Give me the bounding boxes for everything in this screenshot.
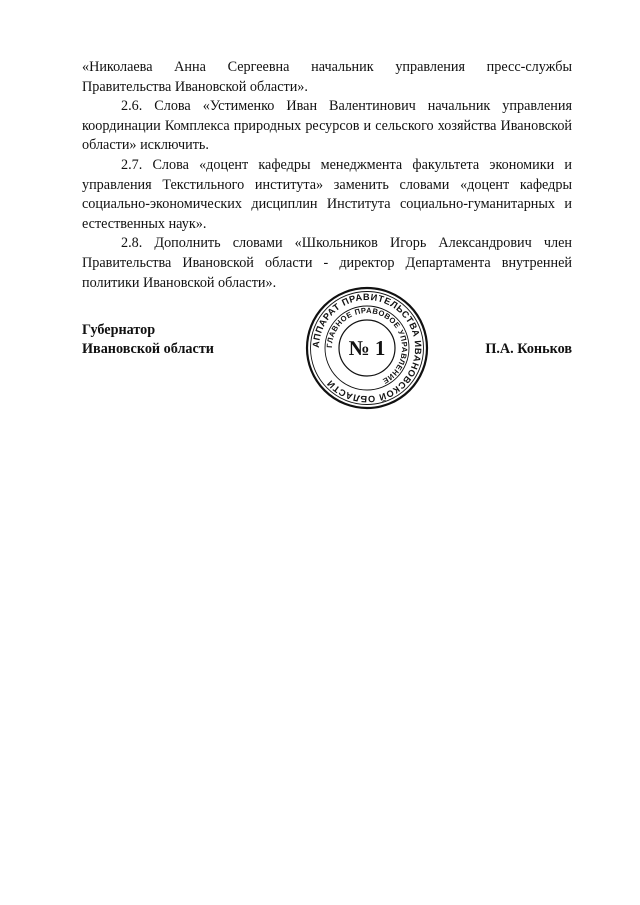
stamp-number: № 1: [348, 336, 386, 360]
signatory-name: П.А. Коньков: [485, 341, 572, 357]
signatory-position: [82, 321, 214, 359]
stamp-outer-text: АППАРАТ ПРАВИТЕЛЬСТВА ИВАНОВСКОЙ ОБЛАСТИ: [310, 291, 424, 405]
paragraph-2-7: 2.7. Слова «доцент кафедры менеджмента факультета экономики и управления Текстильного института» заменить словами «доцент кафедры социально-экономических дисциплин Института социально-гуманитарных и естественных наук».: [82, 156, 572, 232]
signatory-position-line1: Губернатор: [82, 322, 156, 338]
paragraph-continuation: «Николаева Анна Сергеевна начальник управления пресс-службы Правительства Ивановской области».: [82, 59, 572, 95]
paragraph-2-8: 2.8. Дополнить словами «Школьников Игорь Александрович член Правительства Ивановской области - директор Департамента внутренней политики Ивановской области».: [82, 235, 572, 291]
document-body: [82, 58, 572, 293]
stamp-inner-text: ГЛАВНОЕ ПРАВОВОЕ УПРАВЛЕНИЕ: [324, 305, 410, 386]
official-seal-stamp: [304, 285, 430, 411]
paragraph-2-6: 2.6. Слова «Устименко Иван Валентинович начальник управления координации Комплекса природных ресурсов и сельского хозяйства Ивановской области» исключить.: [82, 98, 572, 154]
signatory-position-line2: Ивановской области: [82, 341, 214, 357]
